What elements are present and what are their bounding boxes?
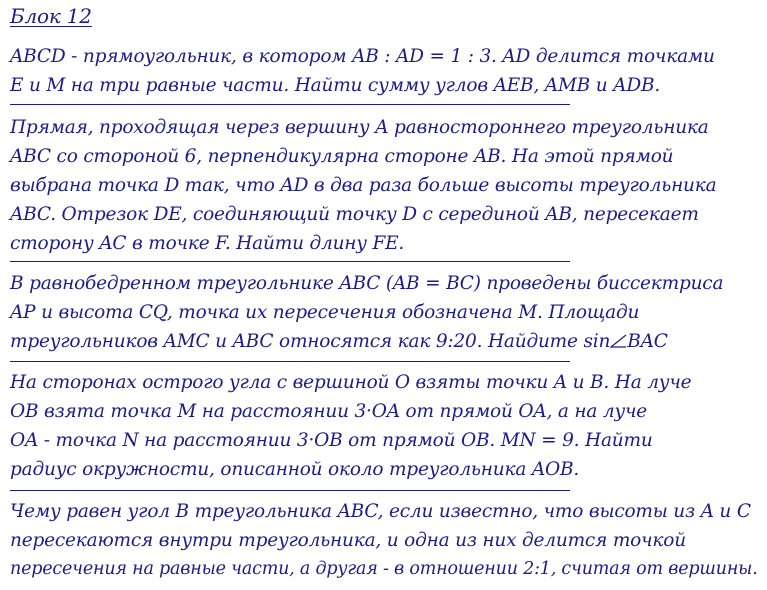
- problem-line: ABC со стороной 6, перпендикулярна стороне AB. На этой прямой: [10, 146, 674, 167]
- problem-line: ABC. Отрезок DE, соединяющий точку D с серединой AB, пересекает: [10, 204, 699, 225]
- problem-line: На сторонах острого угла с вершиной O взяты точки A и B. На луче: [10, 372, 692, 393]
- angle-icon: [610, 328, 627, 357]
- problem-line: пересекаются внутри треугольника, и одна из них делится точкой: [10, 530, 686, 551]
- problem-3: [10, 269, 765, 356]
- problem-line: AP и высота CQ, точка их пересечения обозначена M. Площади: [10, 302, 640, 323]
- problem-line: В равнобедренном треугольнике ABC (AB = BC) проведены биссектриса: [10, 273, 724, 294]
- separator-line: [10, 490, 570, 491]
- problem-line: выбрана точка D так, что AD в два раза больше высоты треугольника: [10, 175, 717, 196]
- problem-5: [10, 497, 765, 584]
- separator-line: [10, 261, 570, 262]
- problem-line-prefix: треугольников AMC и ABC относятся как 9:20. Найдите sin: [10, 331, 611, 352]
- problem-line: [10, 327, 765, 356]
- problem-line: ABCD - прямоугольник, в котором AB : AD = 1 : 3. AD делится точками: [10, 46, 715, 67]
- problem-2: [10, 113, 765, 258]
- problem-line: пересечения на равные части, а другая - в отношении 2:1, считая от вершины.: [10, 559, 758, 579]
- block-title: Блок 12: [10, 4, 92, 28]
- problem-line: OB взята точка M на расстоянии 3·OA от прямой OA, а на луче: [10, 401, 648, 422]
- problem-line: Прямая, проходящая через вершину A равностороннего треугольника: [10, 117, 709, 138]
- problem-1: [10, 42, 765, 100]
- problem-line: Чему равен угол B треугольника ABC, если известно, что высоты из A и C: [10, 501, 751, 522]
- problem-line-suffix: BAC: [627, 331, 668, 352]
- separator-line: [10, 361, 570, 362]
- problem-line: OA - точка N на расстоянии 3·OB от прямой OB. MN = 9. Найти: [10, 430, 653, 451]
- problem-4: [10, 368, 765, 484]
- problem-line: сторону AC в точке F. Найти длину FE.: [10, 233, 405, 254]
- problem-line: радиус окружности, описанной около треугольника AOB.: [10, 459, 580, 480]
- problem-line: E и M на три равные части. Найти сумму углов AEB, AMB и ADB.: [10, 75, 661, 96]
- separator-line: [10, 104, 570, 105]
